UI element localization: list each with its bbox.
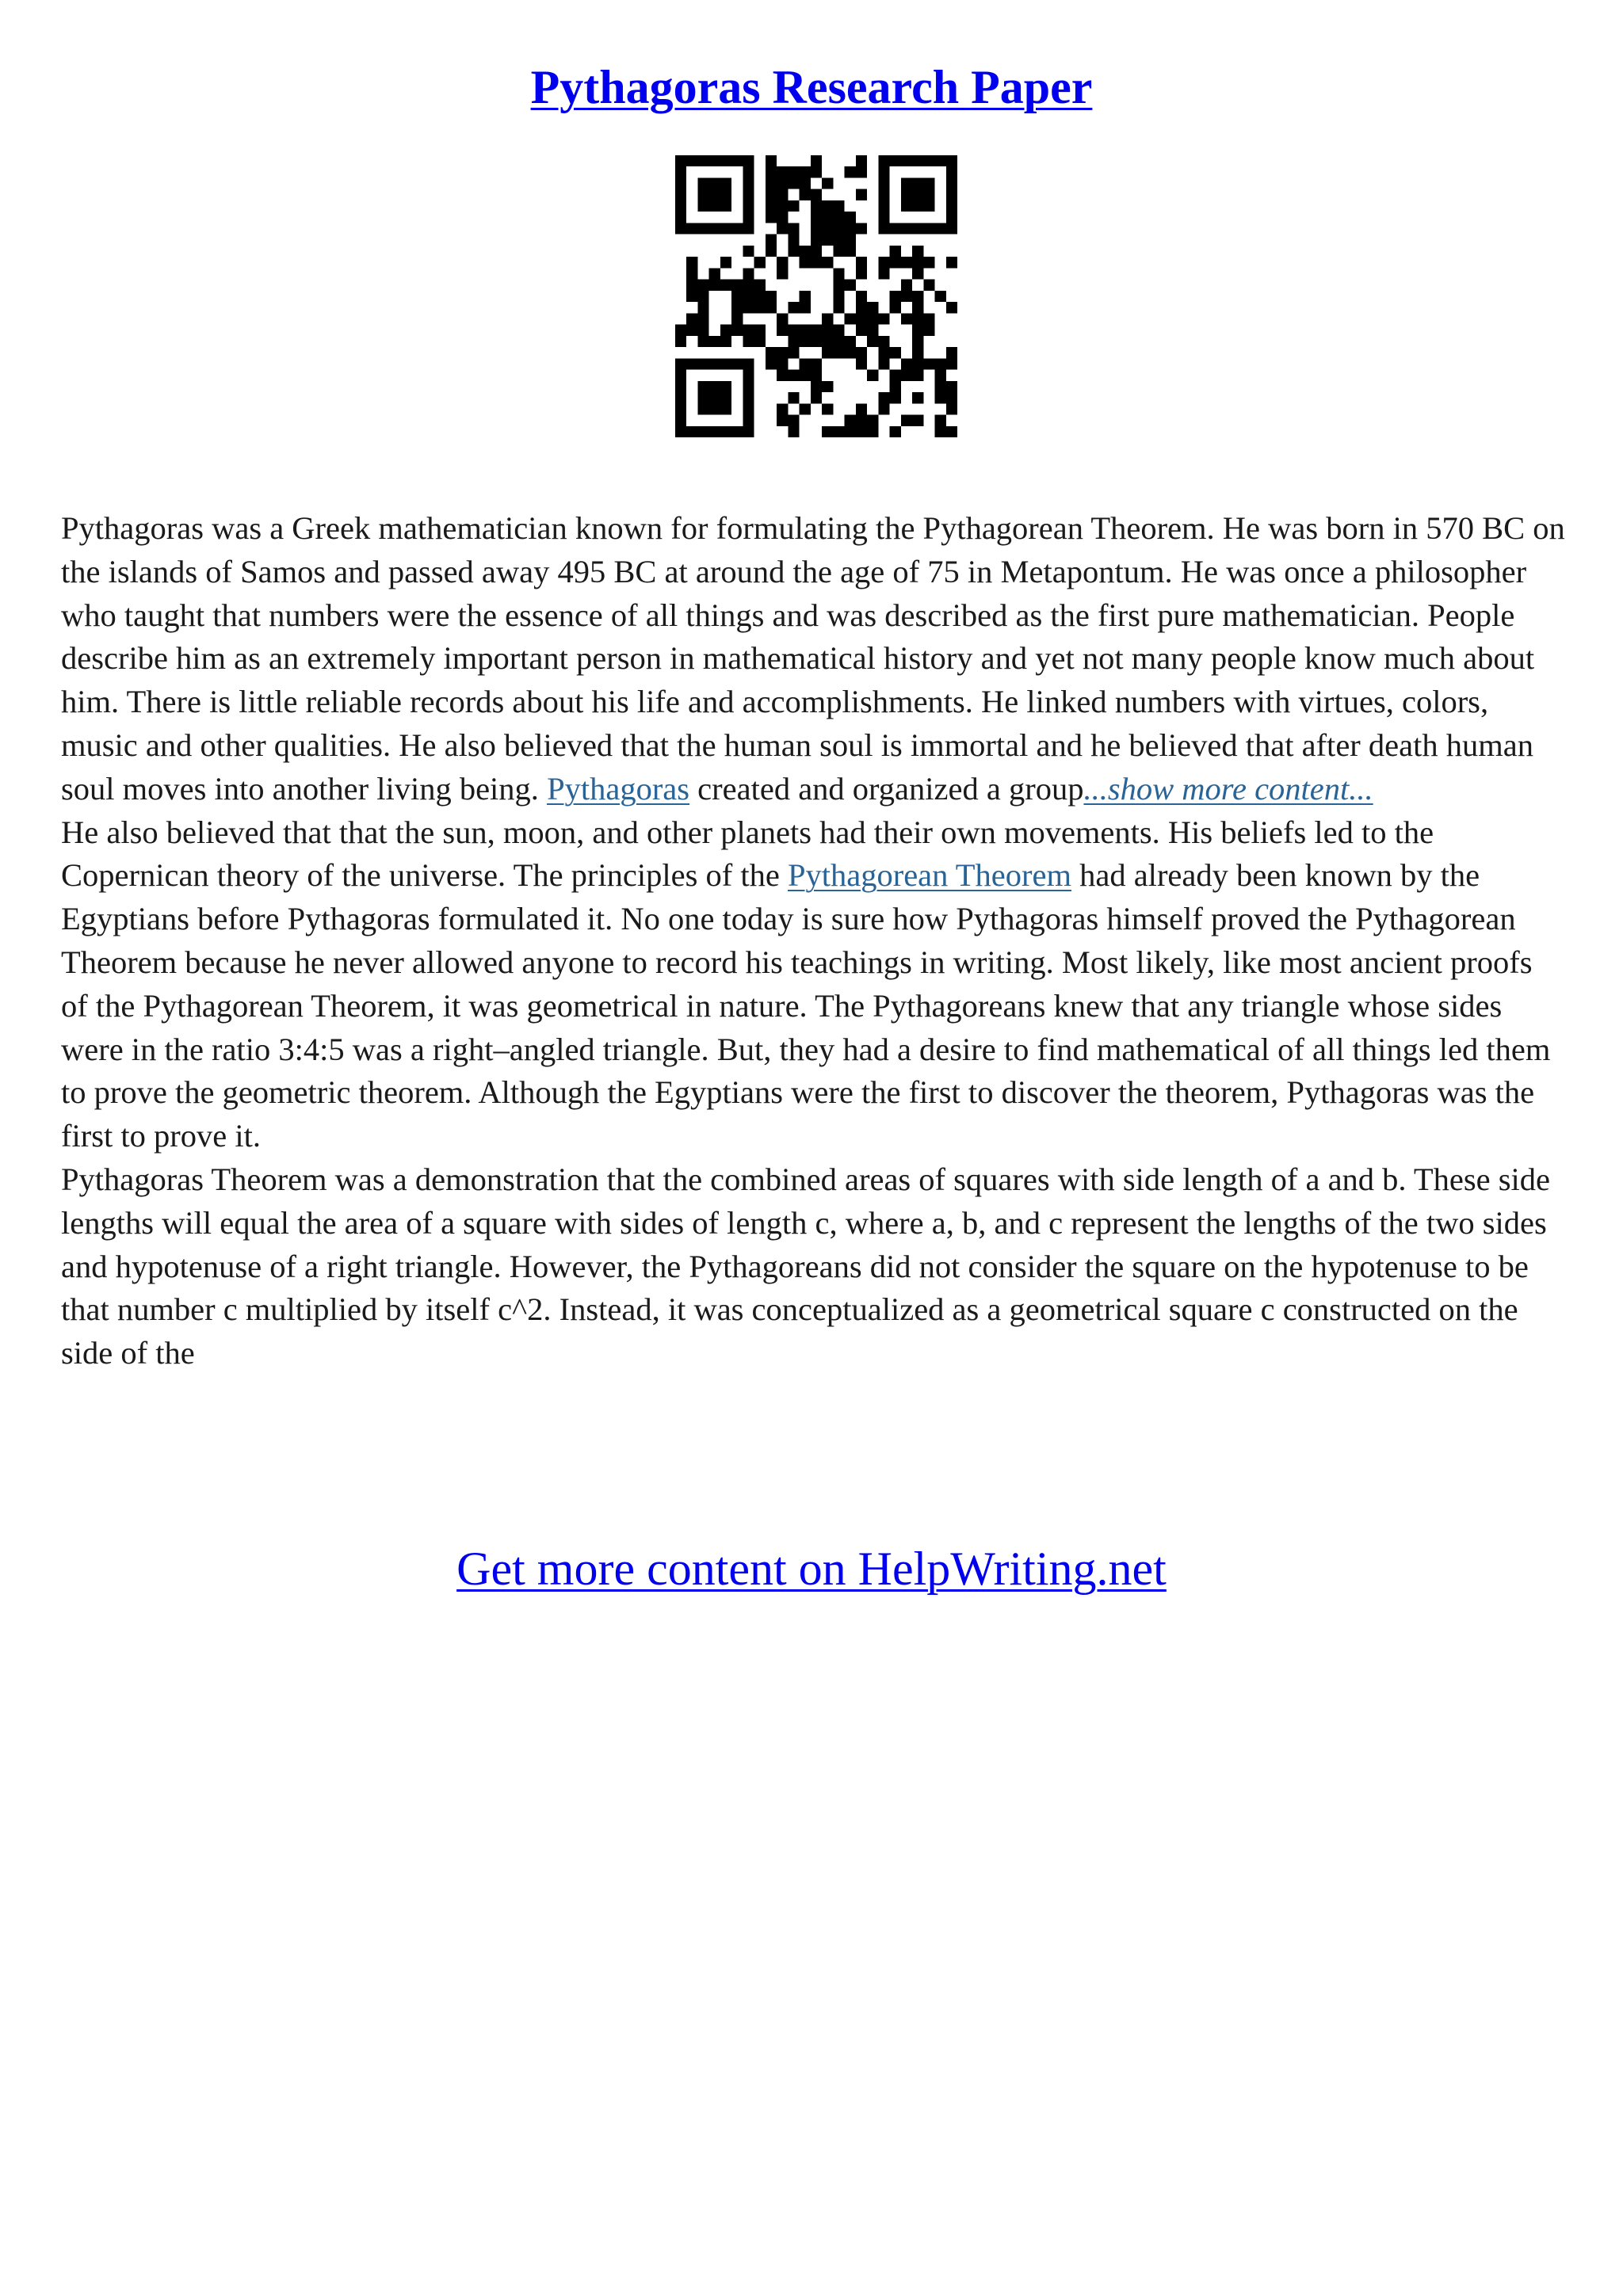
paragraph-3 <box>61 1158 1567 1375</box>
paragraph-2 <box>61 811 1567 1158</box>
helpwriting-link[interactable]: Get more content on HelpWriting.net <box>456 1543 1167 1595</box>
paragraph-1-text-after: created and organized a group <box>689 770 1084 807</box>
paragraph-2-text: He also believed that that the sun, moon, and other planets had their own movements. His beliefs led to the Copernican theory of the universe. The principles of the <box>61 814 1434 894</box>
paragraph-1-text: Pythagoras was a Greek mathematician known for formulating the Pythagorean Theorem. He was born in 570 BC on the islands of Samos and passed away 495 BC at around the age of 75 in Metapontum. He was once a philosopher who taught that numbers were the essence of all things and was described as the first pure mathematician. People describe him as an extremely important person in mathematical history and yet not many people know much about him. There is little reliable records about his life and accomplishments. He linked numbers with virtues, colors, music and other qualities. He also believed that the human soul is immortal and he believed that after death human soul moves into another living being. <box>61 510 1565 807</box>
pythagorean-theorem-link[interactable]: Pythagorean Theorem <box>787 857 1071 894</box>
pythagoras-link[interactable]: Pythagoras <box>547 770 690 807</box>
page-title <box>0 55 1623 119</box>
footer <box>0 1537 1623 1600</box>
paragraph-3-text: Pythagoras Theorem was a demonstration that the combined areas of squares with side length of a and b. These side lengths will equal the area of a square with sides of length c, where a, b, and c represent the lengths of the two sides and hypotenuse of a right triangle. However, the Pythagoreans did not consider the square on the hypotenuse to be that number c multiplied by itself c^2. Instead, it was conceptualized as a geometrical square c constructed on the side of the <box>61 1161 1550 1371</box>
paragraph-2-text-after: had already been known by the Egyptians before Pythagoras formulated it. No one today is sure how Pythagoras himself proved the Pythagorean Theorem because he never allowed anyone to record his teachings in writing. Most likely, like most ancient proofs of the Pythagorean Theorem, it was geometrical in nature. The Pythagoreans knew that any triangle whose sides were in the ratio 3:4:5 was a right–angled triangle. But, they had a desire to find mathematical of all things led them to prove the geometric theorem. Although the Egyptians were the first to discover the theorem, Pythagoras was the first to prove it. <box>61 857 1551 1154</box>
qr-code-icon <box>675 155 957 437</box>
show-more-link[interactable]: ...show more content... <box>1083 770 1373 807</box>
article-body <box>61 507 1567 1375</box>
title-link[interactable]: Pythagoras Research Paper <box>530 61 1093 113</box>
paragraph-1 <box>61 507 1567 811</box>
